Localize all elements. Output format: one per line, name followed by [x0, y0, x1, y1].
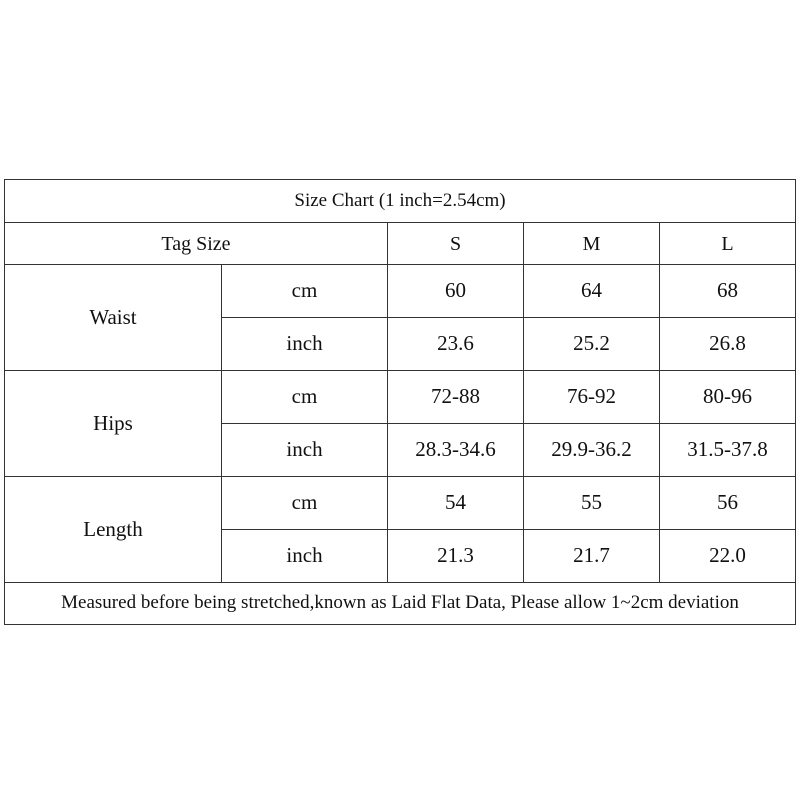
value-cell: 68	[660, 265, 796, 318]
value-cell: 29.9-36.2	[524, 424, 660, 477]
value-cell: 21.7	[524, 530, 660, 583]
size-header-s: S	[388, 223, 524, 265]
measure-label-hips: Hips	[5, 371, 222, 477]
deviation-note: Measured before being stretched,known as Laid Flat Data, Please allow 1~2cm deviation	[5, 583, 796, 625]
table-row	[5, 265, 796, 318]
title-row	[5, 180, 796, 223]
table-row	[5, 371, 796, 424]
size-header-l: L	[660, 223, 796, 265]
unit-label: inch	[222, 530, 388, 583]
unit-label: cm	[222, 371, 388, 424]
unit-label: inch	[222, 318, 388, 371]
value-cell: 54	[388, 477, 524, 530]
value-cell: 21.3	[388, 530, 524, 583]
value-cell: 22.0	[660, 530, 796, 583]
unit-label: cm	[222, 265, 388, 318]
unit-label: cm	[222, 477, 388, 530]
value-cell: 26.8	[660, 318, 796, 371]
value-cell: 23.6	[388, 318, 524, 371]
value-cell: 60	[388, 265, 524, 318]
value-cell: 56	[660, 477, 796, 530]
value-cell: 55	[524, 477, 660, 530]
measure-label-length: Length	[5, 477, 222, 583]
unit-label: inch	[222, 424, 388, 477]
value-cell: 28.3-34.6	[388, 424, 524, 477]
value-cell: 80-96	[660, 371, 796, 424]
table-row	[5, 477, 796, 530]
size-header-m: M	[524, 223, 660, 265]
measure-label-waist: Waist	[5, 265, 222, 371]
header-row	[5, 223, 796, 265]
chart-title: Size Chart (1 inch=2.54cm)	[5, 180, 796, 223]
value-cell: 31.5-37.8	[660, 424, 796, 477]
tag-size-header: Tag Size	[5, 223, 388, 265]
value-cell: 25.2	[524, 318, 660, 371]
size-chart-table	[4, 179, 796, 625]
value-cell: 76-92	[524, 371, 660, 424]
value-cell: 64	[524, 265, 660, 318]
note-row	[5, 583, 796, 625]
value-cell: 72-88	[388, 371, 524, 424]
